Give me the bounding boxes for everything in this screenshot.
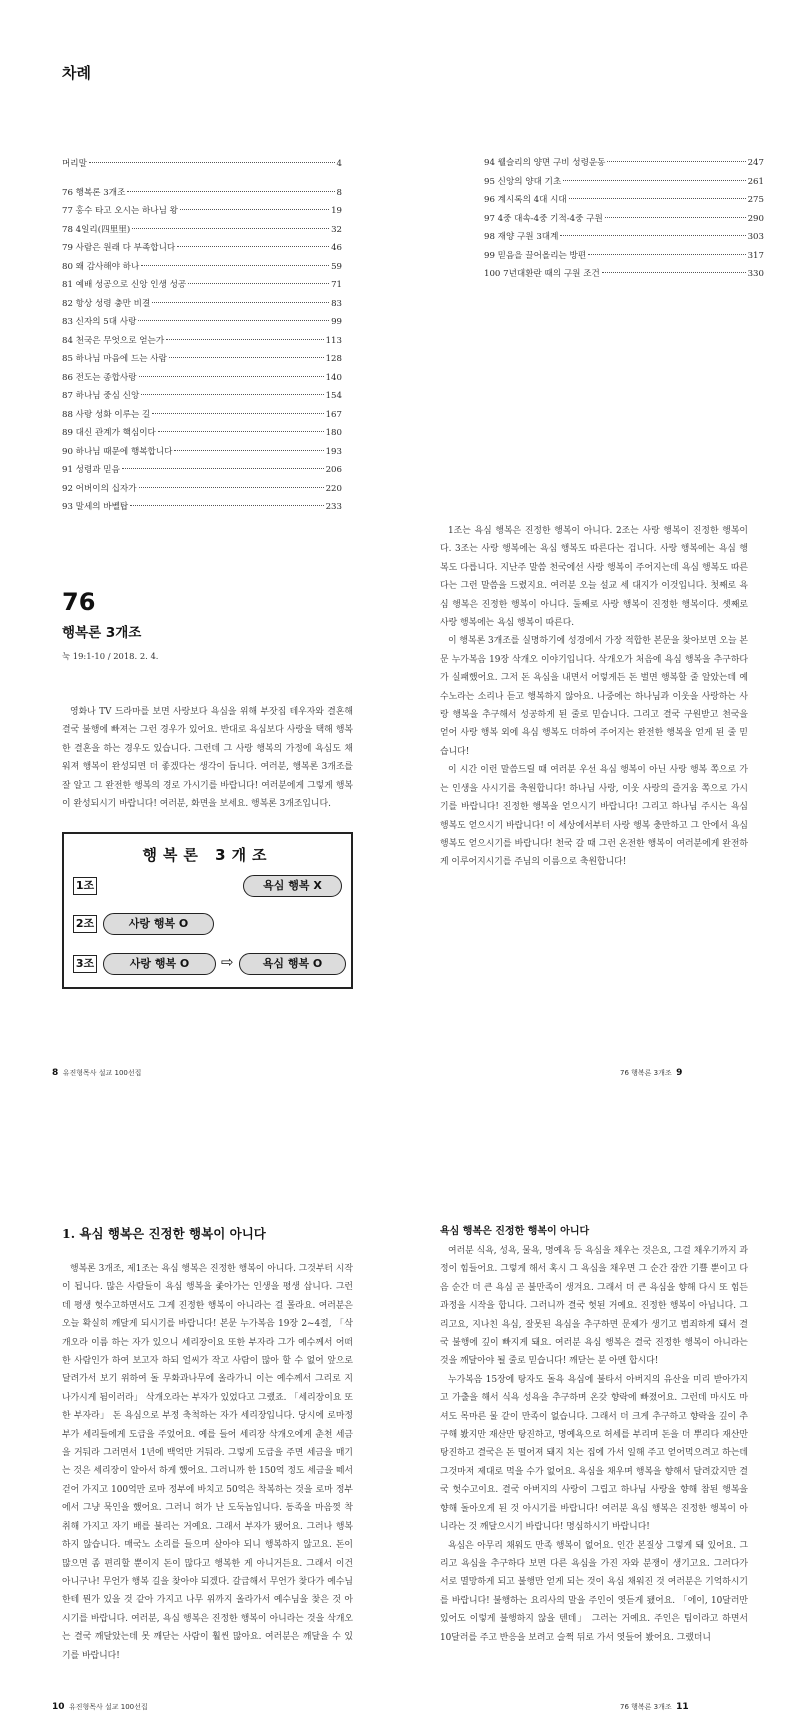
toc-entry-label: 100 7년대환란 때의 구원 조건 [484, 269, 600, 279]
toc-entry-label: 93 말세의 바벨탑 [62, 502, 129, 512]
page-10 [0, 1150, 405, 1725]
diagram-arrow-icon: ⇨ [221, 953, 234, 971]
toc-leader-dots [130, 505, 323, 506]
toc-entry-label: 91 성령과 믿음 [62, 465, 120, 475]
diagram-row3-pill-b: 욕심 행복 O [239, 953, 346, 975]
page-number: 9 [676, 1068, 683, 1078]
toc-entry-page: 154 [325, 391, 342, 401]
toc-entry-page: 19 [331, 206, 342, 216]
toc-entry-label: 76 행복론 3개조 [62, 187, 126, 198]
toc-leader-dots [177, 246, 329, 247]
toc-right-column [484, 154, 764, 284]
toc-leader-dots [563, 180, 745, 181]
toc-entry-page: 233 [325, 502, 342, 512]
toc-leader-dots [89, 162, 335, 163]
toc-entry [62, 276, 342, 295]
chapter-title: 행복론 3개조 [62, 625, 142, 641]
toc-entry-page: 330 [747, 269, 764, 279]
toc-entry [62, 443, 342, 462]
page11-text-block [440, 1242, 748, 1647]
toc-entry-label: 85 하나님 마음에 드는 사람 [62, 354, 167, 364]
toc-leader-dots [139, 376, 324, 377]
toc-entry [62, 332, 342, 351]
toc-entry-page: 261 [747, 176, 764, 187]
intro-paragraph: 영화나 TV 드라마를 보면 사랑보다 욕심을 위해 부잣집 테우자와 결혼해 결국 불행에 빠져는 그런 경우가 있어요. 반대로 욕심보다 사랑을 택해 행복한 결혼을 하는 경우도 있습니다. 그런데 그 사랑 행복의 가정에 욕심도 채워져 행복이 완성되면 더 좋겠다는 생각이 듭니다. 여러분, 행복론 3개조를 잘 알고 그 완전한 행복의 경로 가시기를 바랍니다! 여러분에게 그렇게 행복이 완성되시기 바랍니다! 여러분, 화면을 보세요. 행복론 3개조입니다. [62, 707, 353, 810]
toc-entry-page: 206 [325, 465, 342, 475]
scripture-reference: 눅 19:1-10 / 2018. 2. 4. [62, 651, 159, 661]
section-subtitle: 욕심 행복은 진정한 행복이 아니다 [440, 1226, 590, 1237]
toc-leader-dots [132, 228, 329, 229]
body-paragraph: 여러분 식욕, 성욕, 물욕, 명예욕 등 욕심을 채우는 것은요, 그걸 채우기까지 과정이 힘들어요. 그렇게 해서 혹시 그 욕심을 채우면 그 순간 잠깐 기쁠 뿐이고 다음 순간 더 큰 욕심 곧 불만족이 생겨요. 그래서 더 큰 욕심을 향해 다시 또 힘든 과정을 시작을 합니다. 그러니까 결국 헛된 거예요. 진정한 행복이 아닙니다. 그리고요, 지나친 욕심, 잘못된 욕심을 추구하면 문제가 생기고 범죄하게 돼서 결국 불행에 깊이 빠지게 돼요. 여러분 욕심 행복은 결국 진정한 행복이 아니라는 것을 깨달아야 될 줄로 믿습니다! 깨닫는 분 아멘 합시다! [440, 1246, 748, 1367]
section-title: 1. 욕심 행복은 진정한 행복이 아니다 [62, 1226, 266, 1241]
diagram-title: 행복론 3개조 [142, 846, 273, 864]
toc-entry [62, 239, 342, 258]
diagram-row3-pill-a: 사랑 행복 O [103, 953, 216, 975]
body-paragraph: 행복론 3개조, 제1조는 욕심 행복은 진정한 행복이 아니다. 그것부터 시작이 됩니다. 많은 사람들이 욕심 행복을 좇아가는 인생을 평생 삽니다. 그런데 평생 헛수고하면서도 그게 진정한 행복이 아니라는 걸 몰라요. 여러분은 오늘 확실히 깨달게 되시기를 바랍니다! 본문 누가복음 19장 2~4절, 「삭개오라 이름 하는 자가 있으니 세리장이요 또한 부자라 그가 예수께서 어떠한 사람인가 하여 보고자 하되 얼씨가 작고 사람이 많아 할 수 없어 앞으로 달려가서 보기 위하여 돌 무화과나무에 올라가니 이는 예수께서 그리로 지나가시게 됨이러라」 삭개오라는 부자가 있었다고 그랬죠. 「세리장이요 또한 부자라」 돈 욕심으로 부정 축척하는 자가 세리장입니다. 당시에 로마정부가 세리들에게 도급을 주었어요. 예를 들어 세리장 삭개오에게 춘천 세금을 거둬라 그러면서 1년에 백억만 거둬라. 그렇게 도급을 주면 세금을 매기는 것은 세리장이 알아서 하게 했어요. 그러니까 한 150억 정도 세금을 떼서 걷어 가지고 100억만 로마 정부에 바치고 50억은 착복하는 것을 로마 정부에서 그냥 묵인을 했어요. 그러니 허가 난 도둑놈입니다. 동족을 마음껏 착취해 가지고 자기 배를 불리는 거예요. 그래서 부자가 됐어요. 그러나 행복하지 않습니다. 매국노 소리를 들으며 살아야 되니 행복하지 않고요. 돈이 많으면 좀 편리할 뿐이지 돈이 많다고 행복한 게 아니거든요. 그래서 이건 아니구나! 무언가 행복 길을 찾아야 되겠다. 갈급해서 무언가 찾다가 예수님한테 뭔가 있을 것 같아 가지고 나무 위까지 올라가서 예수님을 찾은 것 아시기를 바랍니다. 여러분, 욕심 행복은 진정한 행복이 아니라는 것을 삭개오는 결국 깨달았는데 못 깨닫는 사람이 훨씬 많아요. 여러분은 깨달을 수 있기를 바랍니다! [62, 1264, 353, 1661]
footer-chapter-title: 76 행복론 3개조 [620, 1703, 672, 1711]
page-footer [620, 1702, 689, 1712]
toc-entry [484, 228, 764, 247]
toc-entry [484, 210, 764, 229]
toc-entry-label: 95 신앙의 양대 기초 [484, 176, 562, 187]
toc-entry-label: 98 재양 구원 3대계 [484, 232, 559, 242]
toc-entry-page: 71 [331, 280, 342, 290]
toc-entry [62, 406, 342, 425]
toc-entry-label: 86 전도는 종합사랑 [62, 372, 137, 383]
diagram-row2-pill: 사랑 행복 O [103, 913, 214, 935]
toc-leader-dots [158, 431, 324, 432]
toc-entry [62, 424, 342, 443]
toc-leader-dots [139, 487, 324, 488]
toc-entry-page: 59 [331, 261, 342, 272]
toc-leader-dots [169, 357, 324, 358]
intro-text-block [62, 703, 353, 813]
toc-entry-page: 8 [336, 187, 342, 198]
toc-entry-page: 46 [331, 243, 342, 253]
toc-entry [484, 265, 764, 284]
page-footer [52, 1068, 141, 1078]
toc-entry-page: 113 [325, 335, 342, 346]
toc-entry-label: 90 하나님 때문에 행복합니다 [62, 446, 173, 457]
spread-pages-10-11 [0, 1150, 810, 1725]
toc-entry-label: 84 천국은 무엇으로 얻는가 [62, 335, 165, 346]
toc-entry [62, 295, 342, 314]
toc-leader-dots [605, 217, 746, 218]
toc-entry-label: 88 사랑 성화 이루는 길 [62, 409, 151, 420]
toc-entry-page: 275 [747, 195, 764, 205]
body-paragraph: 욕심은 아무리 채워도 만족 행복이 없어요. 인간 본질상 그렇게 돼 있어요. 그리고 욕심을 추구하다 보면 다른 욕심을 가진 자와 분쟁이 생기고요. 그러다가 서로 멸망하게 되고 불행만 얻게 되는 것이 욕심 채워진 것 여러분은 기억하시기를 바랍니다! 불행하는 요리사의 말을 주인이 엿듣게 됐어요. 「에이, 10달러만 있어도 이렇게 불행하지 않을 텐데」 그러는 거예요. 주인은 팁이라고 하면서 10달러를 주고 반응을 보려고 슬쩍 뒤로 가서 엿들어 봤어요. 그랬더니 [440, 1540, 748, 1643]
toc-entry-label: 77 홍수 타고 오시는 하나님 왕 [62, 206, 178, 216]
toc-entry [62, 369, 342, 388]
toc-entry-page: 220 [325, 483, 342, 494]
toc-entry-label: 87 하나님 중심 신앙 [62, 391, 140, 401]
toc-entry [62, 155, 342, 174]
diagram-row1-pill: 욕심 행복 X [243, 875, 342, 897]
page-9 [405, 526, 810, 1100]
toc-entry-page: 32 [331, 224, 342, 235]
toc-entry [62, 387, 342, 406]
toc-leader-dots [588, 254, 745, 255]
toc-leader-dots [569, 198, 746, 199]
toc-entry [62, 258, 342, 277]
toc-entry-label: 81 예배 성공으로 신앙 인생 성공 [62, 280, 187, 290]
toc-leader-dots [152, 413, 323, 414]
spread-pages-8-9 [0, 526, 810, 1100]
toc-entry [62, 480, 342, 499]
toc-entry [62, 221, 342, 240]
toc-leader-dots [122, 468, 324, 469]
toc-entry-label: 99 믿음을 끌어올리는 방편 [484, 250, 587, 261]
toc-entry-page: 180 [325, 428, 342, 438]
toc-title: 차례 [62, 64, 91, 82]
page-footer [52, 1702, 148, 1712]
toc-leader-dots [152, 302, 329, 303]
toc-entry-page: 128 [325, 354, 342, 364]
toc-entry-page: 140 [325, 372, 342, 383]
toc-entry-label: 머리말 [62, 159, 87, 169]
page-8 [0, 560, 405, 1100]
page-number: 11 [676, 1702, 689, 1712]
toc-entry-page: 4 [336, 159, 342, 169]
toc-leader-dots [188, 283, 329, 284]
toc-leader-dots [127, 191, 334, 192]
toc-entry [484, 173, 764, 192]
toc-entry-label: 79 사람은 원래 다 부족합니다 [62, 243, 176, 253]
toc-entry-page: 247 [747, 158, 764, 168]
toc-entry-label: 96 계시록의 4대 시대 [484, 195, 567, 205]
body-paragraph: 이 행복론 3개조를 실명하기에 성경에서 가장 적합한 본문을 찾아보면 오늘 본문 누가복음 19장 삭개오 이야기입니다. 삭개오가 처음에 욕심 행복을 추구하다가 실패했어요. 그저 돈 욕심을 내면서 어렇게든 돈 벌면 행복할 줄 알았는데 예수노라는 소리나 듣고 행복하지 않아요. 나중에는 하나님과 이웃을 사랑하는 사랑 행복을 추구해서 성공하게 된 줄로 믿습니다. 그리고 결국 구원받고 천국을 얻어 사랑 행복 외에 욕심 행복도 더하여 주어지는 완전한 행복을 얻게 된 줄 믿습니다! [440, 636, 748, 757]
toc-entry-label: 82 항상 성령 충만 비결 [62, 298, 151, 309]
toc-entry-label: 78 4일리(四里里) [62, 224, 131, 235]
toc-entry-page: 317 [747, 250, 764, 261]
toc-entry-label: 83 신자의 5대 사랑 [62, 317, 137, 327]
toc-leader-dots [180, 209, 329, 210]
toc-left-column [62, 155, 342, 517]
toc-entry [62, 313, 342, 332]
page-number: 10 [52, 1702, 65, 1712]
toc-entry-label: 80 왜 감사해야 하나 [62, 261, 140, 272]
diagram-row3-label: 3조 [73, 955, 97, 973]
toc-entry-page: 83 [331, 298, 342, 309]
toc-leader-dots [141, 394, 323, 395]
toc-leader-dots [560, 235, 745, 236]
toc-entry [484, 154, 764, 173]
footer-book-title: 유진형목사 설교 100선집 [62, 1069, 142, 1077]
toc-entry [484, 191, 764, 210]
footer-chapter-title: 76 행복론 3개조 [620, 1069, 672, 1077]
toc-entry-page: 167 [325, 409, 342, 420]
toc-entry-page: 193 [325, 446, 342, 457]
page10-text-block [62, 1260, 353, 1665]
toc-entry-label: 92 어버이의 십자가 [62, 483, 137, 494]
body-paragraph: 누가복음 15장에 탕자도 돌욕 욕심에 불타서 아버지의 유산을 미리 받아가지고 가출을 해서 식욕 성욕을 추구하며 온갖 향락에 빠졌어요. 그런데 마시도 마셔도 목마른 물 같이 만족이 없습니다. 그래서 더 크게 추구하고 향락을 깊이 추구해 봤지만 재산만 탕진하고, 명예욕으로 허세를 부리며 돈을 더 뿌리다 재산만 탕진하고 결국은 돈 떨어져 돼지 치는 집에 가서 일해 주고 얻어먹으려고 하는데 그것마저 제대로 먹을 수가 없어요. 욕심을 채우며 행복을 향해서 달려갔지만 결국 헛수고이요. 결국 아버지의 사랑이 그립고 하나님 사랑을 향해 참된 행복을 향해 돌아오게 된 것 아시기를 바랍니다! 여러분 욕심 행복은 진정한 행복이 아니라는 것 깨달으시기 바랍니다! 명심하시기 바랍니다! [440, 1374, 748, 1533]
chapter-number: 76 [62, 588, 96, 616]
toc-leader-dots [138, 320, 329, 321]
page-footer [620, 1068, 682, 1078]
toc-spread [0, 0, 810, 520]
diagram-row1-label: 1조 [73, 877, 97, 895]
toc-entry [62, 350, 342, 369]
toc-entry [62, 202, 342, 221]
diagram-row2-label: 2조 [73, 915, 97, 933]
toc-spacer [62, 174, 342, 184]
toc-entry-page: 99 [331, 317, 342, 327]
body-paragraph: 1조는 욕심 행복은 진정한 행복이 아니다. 2조는 사랑 행복이 진정한 행복이다. 3조는 사랑 행복에는 욕심 행복도 따른다는 겁니다. 사랑 행복에는 욕심 행복도 다릅니다. 지난주 말씀 천국에선 사랑 행복이 주어지는데 욕심 행복도 따른다는 그런 말씀을 드렸지요. 여러분 오늘 설교 세 대지가 이것입니다. 첫째로 욕심 행복은 진정한 행복이 아니다. 둘째로 사랑 행복이 진정한 행복이다. 셋째로 사랑 행복에는 욕심 행복이 따른다. [440, 526, 748, 629]
toc-leader-dots [141, 265, 329, 266]
toc-entry-page: 290 [747, 213, 764, 224]
happiness-diagram [62, 832, 353, 989]
toc-entry [62, 184, 342, 203]
toc-entry [62, 498, 342, 517]
toc-leader-dots [602, 272, 746, 273]
toc-entry-label: 89 대신 관계가 핵심이다 [62, 428, 156, 438]
footer-book-title: 유진형목사 설교 100선집 [68, 1703, 148, 1711]
toc-entry-page: 303 [747, 232, 764, 242]
body-paragraph: 이 시간 이런 말씀드릴 때 여러분 우선 욕심 행복이 아닌 사랑 행복 쪽으로 가는 인생을 사시기를 축원합니다! 하나님 사랑, 이웃 사랑의 즐거움 쪽으로 가시기를 바랍니다! 진정한 행복을 얻으시기 바랍니다! 그리고 하나님 주시는 욕심 행복도 얻으시기 바랍니다! 이 세상에서부터 사랑 행복 충만하고 그 안에서 욕심 행복도 얻으시기를 바랍니다! 천국 갈 때 그런 온전한 행복이 여러분에게 완전하게 이루어지시기를 주님의 이름으로 축원합니다! [440, 765, 748, 868]
toc-entry-label: 97 4중 대속-4중 기적-4중 구원 [484, 213, 603, 224]
toc-leader-dots [174, 450, 323, 451]
page-number: 8 [52, 1068, 59, 1078]
page-11 [405, 1150, 810, 1725]
toc-leader-dots [166, 339, 323, 340]
toc-entry [62, 461, 342, 480]
page9-text-block [440, 522, 748, 872]
toc-leader-dots [607, 161, 745, 162]
toc-entry [484, 247, 764, 266]
toc-entry-label: 94 웰슬리의 양면 구비 성령운동 [484, 158, 606, 168]
